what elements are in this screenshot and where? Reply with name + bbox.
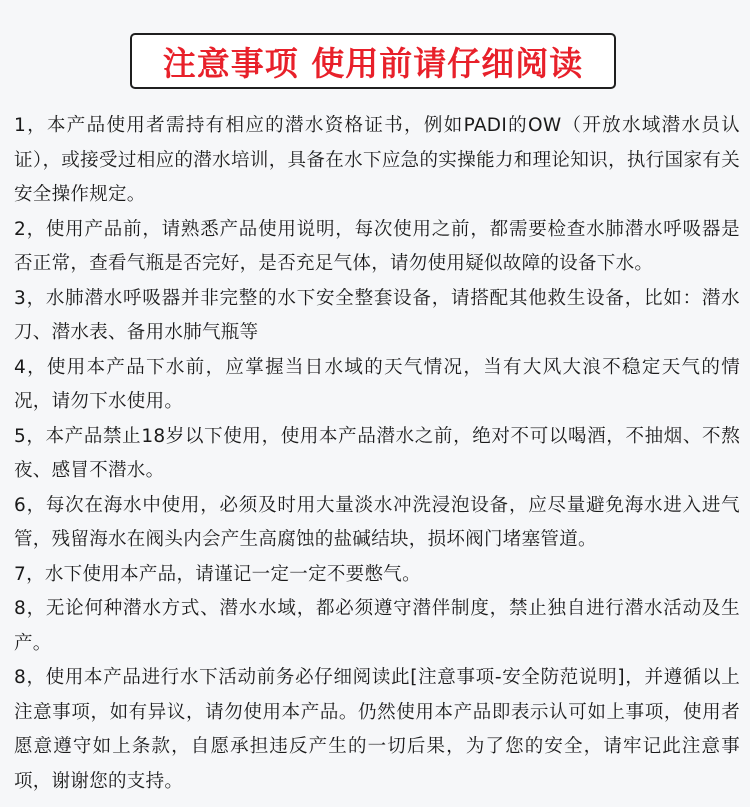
notice-list bbox=[14, 109, 740, 799]
notice-item-8: 8，无论何种潜水方式、潜水水域，都必须遵守潜伴制度，禁止独自进行潜水活动及生产。 bbox=[14, 598, 740, 654]
page-title: 注意事项 使用前请仔细阅读 bbox=[162, 43, 584, 83]
title-box bbox=[130, 33, 616, 89]
notice-item-1: 1，本产品使用者需持有相应的潜水资格证书，例如PADI的OW（开放水域潜水员认证），或接受过相应的潜水培训，具备在水下应急的实操能力和理论知识，执行国家有关安全操作规定。 bbox=[14, 115, 740, 205]
notice-item-7: 7，水下使用本产品，请谨记一定一定不要憋气。 bbox=[14, 563, 421, 585]
notice-item-2: 2，使用产品前，请熟悉产品使用说明，每次使用之前，都需要检查水肺潜水呼吸器是否正常，查看气瓶是否完好，是否充足气体，请勿使用疑似故障的设备下水。 bbox=[14, 218, 740, 274]
notice-item-9: 8，使用本产品进行水下活动前务必仔细阅读此[注意事项-安全防范说明]，并遵循以上注意事项，如有异议，请勿使用本产品。仍然使用本产品即表示认可如上事项，使用者愿意遵守如上条款，自愿承担违反产生的一切后果，为了您的安全，请牢记此注意事项，谢谢您的支持。 bbox=[14, 667, 740, 792]
notice-item-5: 5，本产品禁止18岁以下使用，使用本产品潜水之前，绝对不可以喝酒，不抽烟、不熬夜、感冒不潜水。 bbox=[14, 425, 740, 481]
notice-item-3: 3，水肺潜水呼吸器并非完整的水下安全整套设备，请搭配其他救生设备，比如：潜水刀、潜水表、备用水肺气瓶等 bbox=[14, 287, 740, 343]
notice-item-6: 6，每次在海水中使用，必须及时用大量淡水冲洗浸泡设备，应尽量避免海水进入进气管，残留海水在阀头内会产生高腐蚀的盐碱结块，损坏阀门堵塞管道。 bbox=[14, 494, 740, 550]
notice-item-4: 4，使用本产品下水前，应掌握当日水域的天气情况，当有大风大浪不稳定天气的情况，请勿下水使用。 bbox=[14, 356, 740, 412]
